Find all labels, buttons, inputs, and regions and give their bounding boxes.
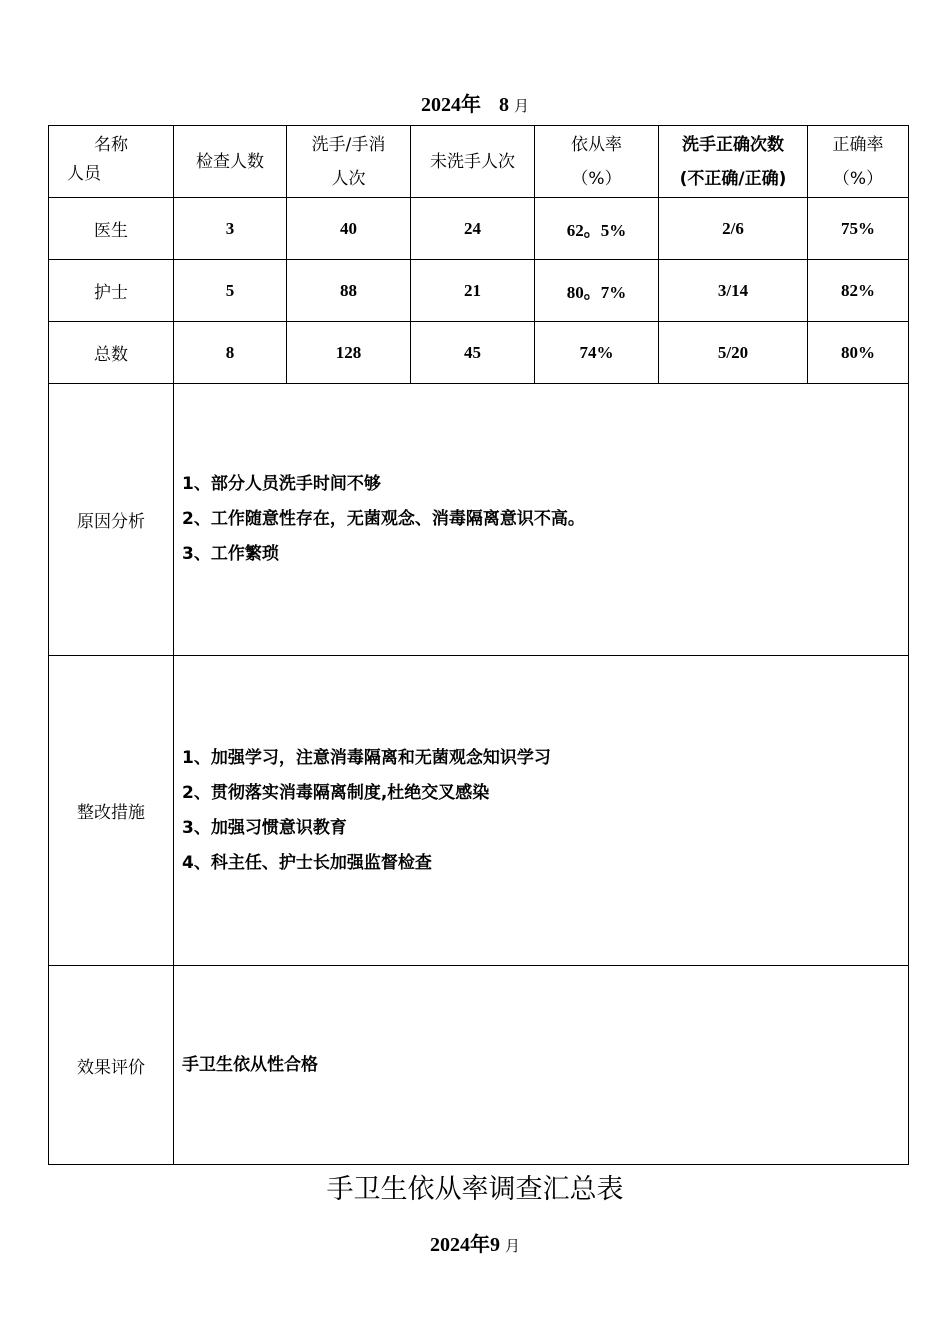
cell-washed: 128 — [287, 322, 411, 384]
cause-analysis-content — [174, 384, 909, 656]
corrective-measures-row — [49, 656, 909, 966]
cause-analysis-label: 原因分析 — [49, 384, 174, 656]
list-item: 4、科主任、护士长加强监督检查 — [182, 852, 432, 873]
header-compliance-line1: 依从率 — [571, 134, 622, 155]
corner-name-label: 名称 — [94, 135, 128, 155]
table-row — [49, 322, 909, 384]
report-date-september — [0, 1228, 950, 1257]
corrective-measures-label: 整改措施 — [49, 656, 174, 966]
cause-analysis-row — [49, 384, 909, 656]
year-label: 2024年 — [420, 94, 481, 116]
month-number: 8 — [498, 94, 509, 116]
cell-washed: 40 — [287, 198, 411, 260]
effect-evaluation-row — [49, 966, 909, 1165]
month-label: 月 — [513, 99, 529, 115]
report-date-august — [0, 88, 950, 117]
cell-unwashed: 21 — [411, 260, 535, 322]
cell-correct-count: 5/20 — [659, 322, 808, 384]
header-correct-count — [659, 126, 808, 198]
year-label: 2024年 — [429, 1234, 490, 1256]
corner-header-cell — [49, 126, 174, 198]
table-row — [49, 260, 909, 322]
table-row — [49, 198, 909, 260]
cell-checked: 5 — [174, 260, 287, 322]
header-correct-rate — [808, 126, 909, 198]
header-compliance-line2: （%） — [571, 168, 622, 189]
list-item: 1、部分人员洗手时间不够 — [182, 474, 381, 494]
cell-correct-rate: 75% — [808, 198, 909, 260]
list-item: 3、加强习惯意识教育 — [182, 817, 347, 838]
month-number: 9 — [489, 1234, 500, 1256]
row-label: 总数 — [49, 322, 174, 384]
row-label: 护士 — [49, 260, 174, 322]
list-item: 1、加强学习，注意消毒隔离和无菌观念知识学习 — [182, 747, 551, 768]
effect-evaluation-label: 效果评价 — [49, 966, 174, 1165]
cell-unwashed: 45 — [411, 322, 535, 384]
corner-staff-label: 人员 — [67, 164, 101, 184]
cell-correct-rate: 80% — [808, 322, 909, 384]
header-correct-count-line1: 洗手正确次数 — [682, 134, 784, 155]
evaluation-text: 手卫生依从性合格 — [182, 1054, 318, 1075]
cell-checked: 8 — [174, 322, 287, 384]
cell-correct-count: 3/14 — [659, 260, 808, 322]
list-item: 2、工作随意性存在，无菌观念、消毒隔离意识不高。 — [182, 509, 585, 529]
cell-correct-rate: 82% — [808, 260, 909, 322]
row-label: 医生 — [49, 198, 174, 260]
list-item: 3、工作繁琐 — [182, 544, 279, 564]
header-correct-rate-line1: 正确率 — [832, 134, 884, 155]
cell-compliance: 80。7% — [535, 260, 659, 322]
cell-washed: 88 — [287, 260, 411, 322]
header-compliance — [535, 126, 659, 198]
header-checked: 检查人数 — [174, 126, 287, 198]
header-washed-line1: 洗手/手消 — [311, 134, 386, 155]
month-label: 月 — [504, 1239, 520, 1255]
cell-compliance: 74% — [535, 322, 659, 384]
header-unwashed: 未洗手人次 — [411, 126, 535, 198]
list-item: 2、贯彻落实消毒隔离制度,杜绝交叉感染 — [182, 782, 490, 803]
corrective-measures-content — [174, 656, 909, 966]
header-washed — [287, 126, 411, 198]
header-correct-count-line2: (不正确/正确) — [679, 168, 787, 189]
header-row — [49, 126, 909, 198]
cell-checked: 3 — [174, 198, 287, 260]
page-title: 手卫生依从率调查汇总表 — [326, 1174, 624, 1205]
header-correct-rate-line2: （%） — [832, 168, 884, 189]
header-washed-line2: 人次 — [331, 168, 366, 189]
cell-unwashed: 24 — [411, 198, 535, 260]
effect-evaluation-content — [174, 966, 909, 1165]
hand-hygiene-survey-table — [48, 125, 909, 1165]
cell-compliance: 62。5% — [535, 198, 659, 260]
cell-correct-count: 2/6 — [659, 198, 808, 260]
